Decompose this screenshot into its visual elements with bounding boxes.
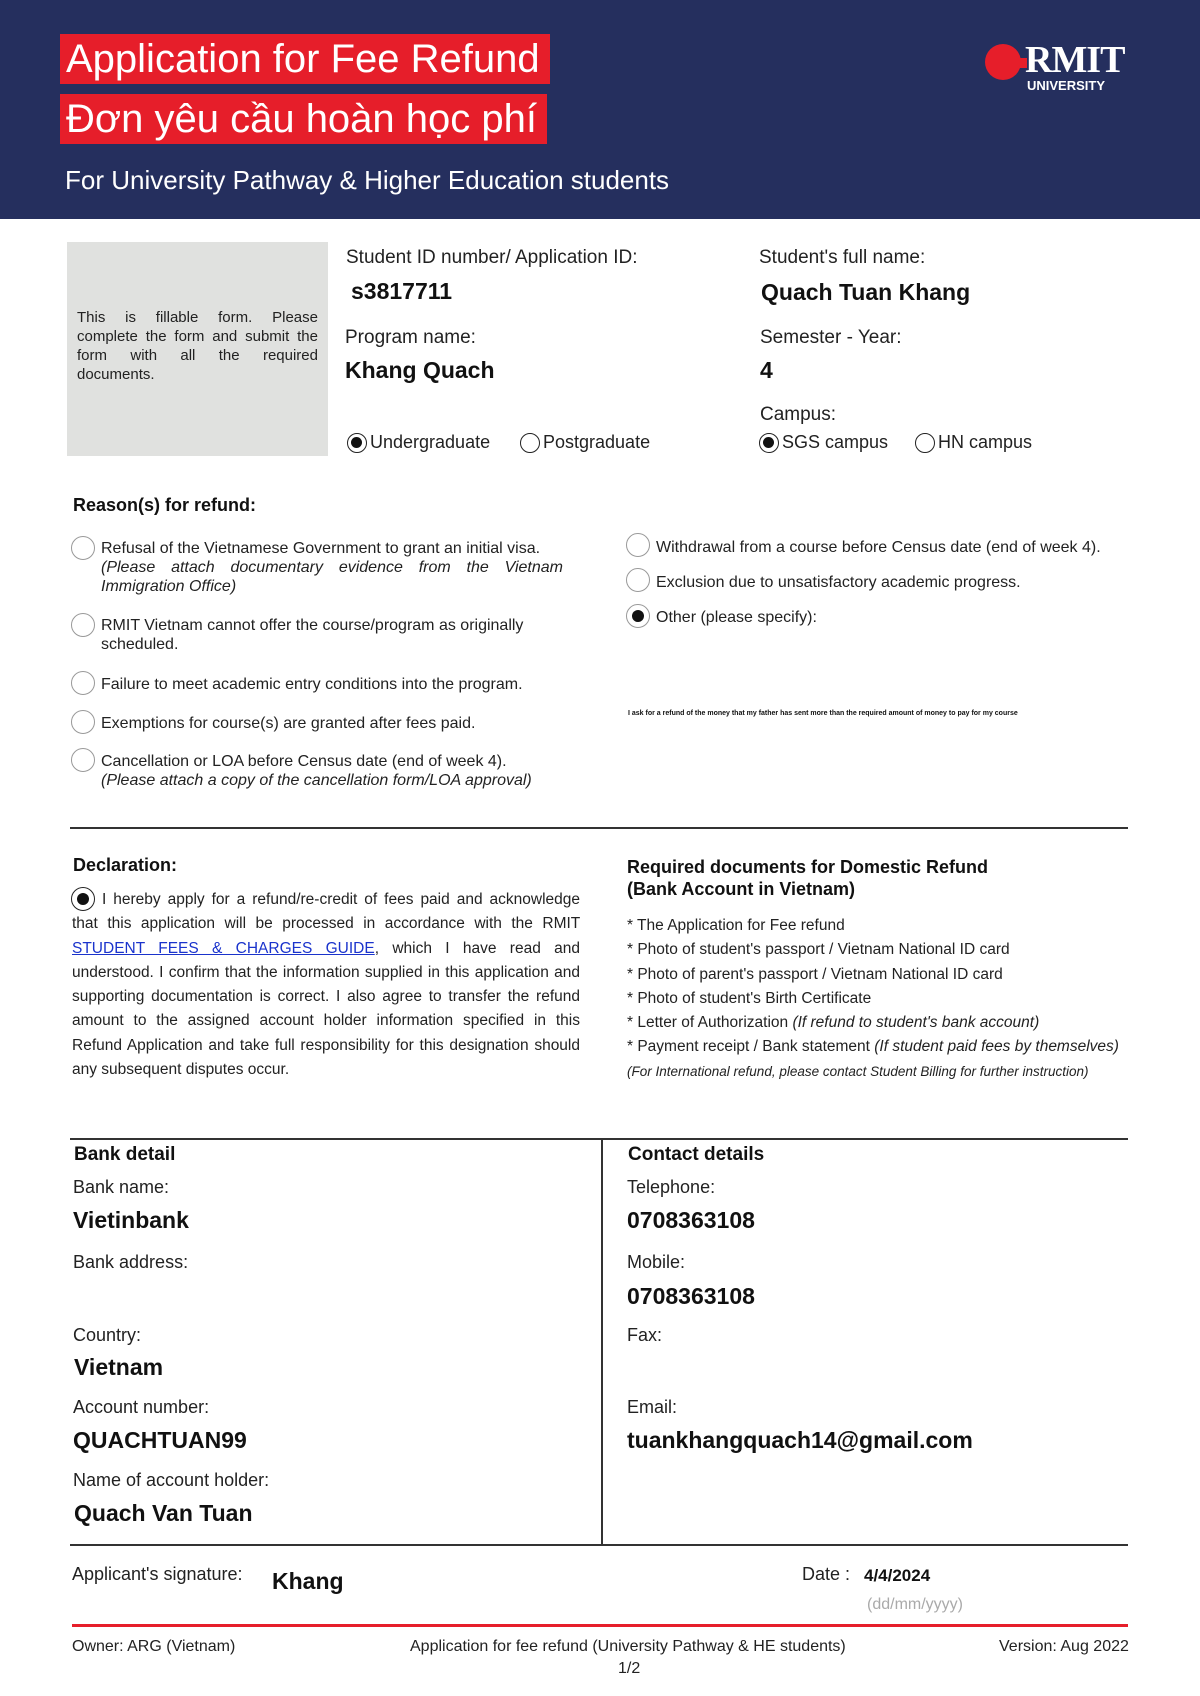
radio-empty-icon[interactable] bbox=[626, 533, 650, 557]
list-item: * The Application for Fee refund bbox=[627, 917, 845, 934]
declaration-text bbox=[72, 888, 580, 1082]
semester-label: Semester - Year: bbox=[760, 327, 902, 348]
radio-selected-icon[interactable] bbox=[759, 433, 779, 453]
logo-word: RMIT bbox=[1025, 39, 1125, 81]
rmit-logo bbox=[985, 40, 1135, 100]
reason-radio-other[interactable] bbox=[626, 604, 650, 628]
subtitle: For University Pathway & Higher Education students bbox=[65, 165, 670, 195]
country-label: Country: bbox=[73, 1325, 142, 1345]
bank-address-label: Bank address: bbox=[73, 1252, 189, 1272]
date-label: Date : bbox=[802, 1564, 851, 1584]
program-label: Program name: bbox=[345, 327, 476, 348]
required-docs-heading bbox=[627, 856, 988, 900]
radio-empty-icon[interactable] bbox=[71, 613, 95, 637]
mobile-label: Mobile: bbox=[627, 1252, 686, 1272]
date-format-hint: (dd/mm/yyyy) bbox=[867, 1596, 963, 1613]
list-item: * Payment receipt / Bank statement (If student paid fees by themselves) bbox=[627, 1038, 1119, 1056]
footer-page-number: 1/2 bbox=[618, 1660, 641, 1677]
account-number-field[interactable]: QUACHTUAN99 bbox=[73, 1427, 247, 1453]
full-name-label: Student's full name: bbox=[759, 247, 926, 268]
campus-option-hn[interactable] bbox=[915, 432, 1032, 453]
student-id-label: Student ID number/ Application ID: bbox=[346, 247, 638, 268]
declaration-heading: Declaration: bbox=[73, 855, 178, 875]
telephone-label: Telephone: bbox=[627, 1177, 716, 1197]
level-option-label: Postgraduate bbox=[543, 432, 651, 452]
logo-university: UNIVERSITY bbox=[1027, 78, 1106, 93]
footer-owner: Owner: ARG (Vietnam) bbox=[72, 1638, 236, 1655]
other-reason-field[interactable]: I ask for a refund of the money that my father has sent more than the required amount of money to pay for my course bbox=[628, 710, 1018, 717]
radio-empty-icon[interactable] bbox=[520, 433, 540, 453]
declaration-text-after: , which I have read and understood. I confirm that the information supplied in this application and supporting documentation is correct. I also agree to transfer the refund amount to the assigned account holder information specified in this Refund Application and take full responsibility for this designation should any subsequent disputes occur. bbox=[72, 939, 580, 1079]
campus-option-label: HN campus bbox=[938, 432, 1033, 452]
campus-label: Campus: bbox=[760, 404, 837, 425]
campus-option-sgs[interactable] bbox=[759, 432, 888, 453]
footer-divider bbox=[72, 1624, 1128, 1627]
radio-empty-icon[interactable] bbox=[71, 671, 95, 695]
radio-empty-icon[interactable] bbox=[71, 748, 95, 772]
reason-radio-exemptions[interactable] bbox=[71, 710, 95, 734]
divider bbox=[70, 1138, 1128, 1140]
level-option-undergraduate[interactable] bbox=[347, 432, 490, 453]
bank-name-label: Bank name: bbox=[73, 1177, 170, 1197]
radio-empty-icon[interactable] bbox=[71, 710, 95, 734]
reason-radio-entry-conditions[interactable] bbox=[71, 671, 95, 695]
reason-note: (Please attach documentary evidence from the Vietnam Immigration Office) bbox=[101, 559, 563, 595]
footer-doc-title: Application for fee refund (University Pathway & HE students) bbox=[410, 1638, 846, 1655]
bank-name-field[interactable]: Vietinbank bbox=[73, 1207, 189, 1233]
list-item: * Photo of parent's passport / Vietnam National ID card bbox=[627, 965, 1003, 983]
email-field[interactable]: tuankhangquach14@gmail.com bbox=[627, 1427, 973, 1453]
telephone-field[interactable]: 0708363108 bbox=[627, 1207, 755, 1233]
column-divider bbox=[601, 1138, 603, 1545]
fees-guide-link[interactable]: STUDENT FEES & CHARGES GUIDE bbox=[72, 939, 375, 957]
reason-radio-cancellation[interactable] bbox=[71, 748, 95, 772]
reasons-heading: Reason(s) for refund: bbox=[73, 495, 257, 515]
radio-selected-icon[interactable] bbox=[347, 433, 367, 453]
campus-option-label: SGS campus bbox=[782, 432, 889, 452]
radio-selected-icon[interactable] bbox=[626, 604, 650, 628]
reason-item-course-offer: RMIT Vietnam cannot offer the course/program as originally scheduled. bbox=[101, 617, 524, 653]
country-field[interactable]: Vietnam bbox=[74, 1354, 164, 1380]
radio-empty-icon[interactable] bbox=[71, 536, 95, 560]
reason-item-entry-conditions: Failure to meet academic entry conditions into the program. bbox=[101, 676, 523, 693]
fillable-form-note: This is fillable form. Please complete the form and submit the form with all the required documents. bbox=[67, 242, 328, 456]
mobile-field[interactable]: 0708363108 bbox=[627, 1283, 755, 1309]
signature-label: Applicant's signature: bbox=[72, 1564, 243, 1584]
reason-text: Cancellation or LOA before Census date (end of week 4). bbox=[101, 753, 507, 770]
reason-item-exclusion: Exclusion due to unsatisfactory academic progress. bbox=[656, 574, 1021, 591]
student-id-field[interactable]: s3817711 bbox=[351, 278, 453, 304]
reason-radio-withdrawal[interactable] bbox=[626, 533, 650, 557]
required-docs-heading-line1: Required documents for Domestic Refund bbox=[627, 857, 989, 877]
date-field[interactable]: 4/4/2024 bbox=[864, 1566, 931, 1585]
program-field[interactable]: Khang Quach bbox=[345, 357, 495, 383]
reason-item-cancellation bbox=[101, 752, 571, 790]
level-option-postgraduate[interactable] bbox=[520, 432, 650, 453]
divider bbox=[70, 827, 1128, 829]
bank-heading: Bank detail bbox=[74, 1144, 176, 1165]
reason-item-other: Other (please specify): bbox=[656, 609, 817, 626]
account-holder-field[interactable]: Quach Van Tuan bbox=[74, 1500, 253, 1526]
declaration-text-before: I hereby apply for a refund/re-credit of fees paid and acknowledge that this application will be processed in accordance with the RMIT bbox=[72, 891, 580, 933]
radio-empty-icon[interactable] bbox=[915, 433, 935, 453]
list-item: * Photo of student's Birth Certificate bbox=[627, 989, 872, 1007]
reason-item-exemptions: Exemptions for course(s) are granted after fees paid. bbox=[101, 715, 476, 732]
radio-empty-icon[interactable] bbox=[626, 568, 650, 592]
semester-field[interactable]: 4 bbox=[760, 357, 773, 383]
reason-radio-visa[interactable] bbox=[71, 536, 95, 560]
contact-heading: Contact details bbox=[628, 1144, 765, 1165]
list-item: * Letter of Authorization (If refund to student's bank account) bbox=[627, 1014, 1040, 1032]
required-docs-list bbox=[627, 914, 1127, 1084]
reason-radio-exclusion[interactable] bbox=[626, 568, 650, 592]
reason-item-withdrawal: Withdrawal from a course before Census date (end of week 4). bbox=[656, 539, 1101, 556]
account-holder-label: Name of account holder: bbox=[73, 1470, 270, 1490]
account-number-label: Account number: bbox=[73, 1397, 210, 1417]
reason-radio-course-offer[interactable] bbox=[71, 613, 95, 637]
reason-item-visa bbox=[101, 539, 563, 596]
title-vietnamese: Đơn yêu cầu hoàn học phí bbox=[60, 94, 547, 144]
footer-version: Version: Aug 2022 bbox=[999, 1638, 1129, 1655]
title-english: Application for Fee Refund bbox=[60, 34, 550, 84]
email-label: Email: bbox=[627, 1397, 678, 1417]
reason-note: (Please attach a copy of the cancellation form/LOA approval) bbox=[101, 772, 532, 789]
logo-dot-tail-icon bbox=[1007, 58, 1027, 68]
fax-label: Fax: bbox=[627, 1325, 663, 1345]
required-docs-heading-line2: (Bank Account in Vietnam) bbox=[627, 879, 856, 899]
list-item: * Photo of student's passport / Vietnam National ID card bbox=[627, 941, 1010, 959]
full-name-field[interactable]: Quach Tuan Khang bbox=[761, 279, 971, 305]
level-option-label: Undergraduate bbox=[370, 432, 491, 452]
divider bbox=[70, 1544, 1128, 1546]
international-refund-note: (For International refund, please contact Student Billing for further instruction) bbox=[627, 1063, 1089, 1079]
reason-text: Refusal of the Vietnamese Government to grant an initial visa. bbox=[101, 540, 541, 557]
signature-field[interactable]: Khang bbox=[272, 1568, 344, 1594]
